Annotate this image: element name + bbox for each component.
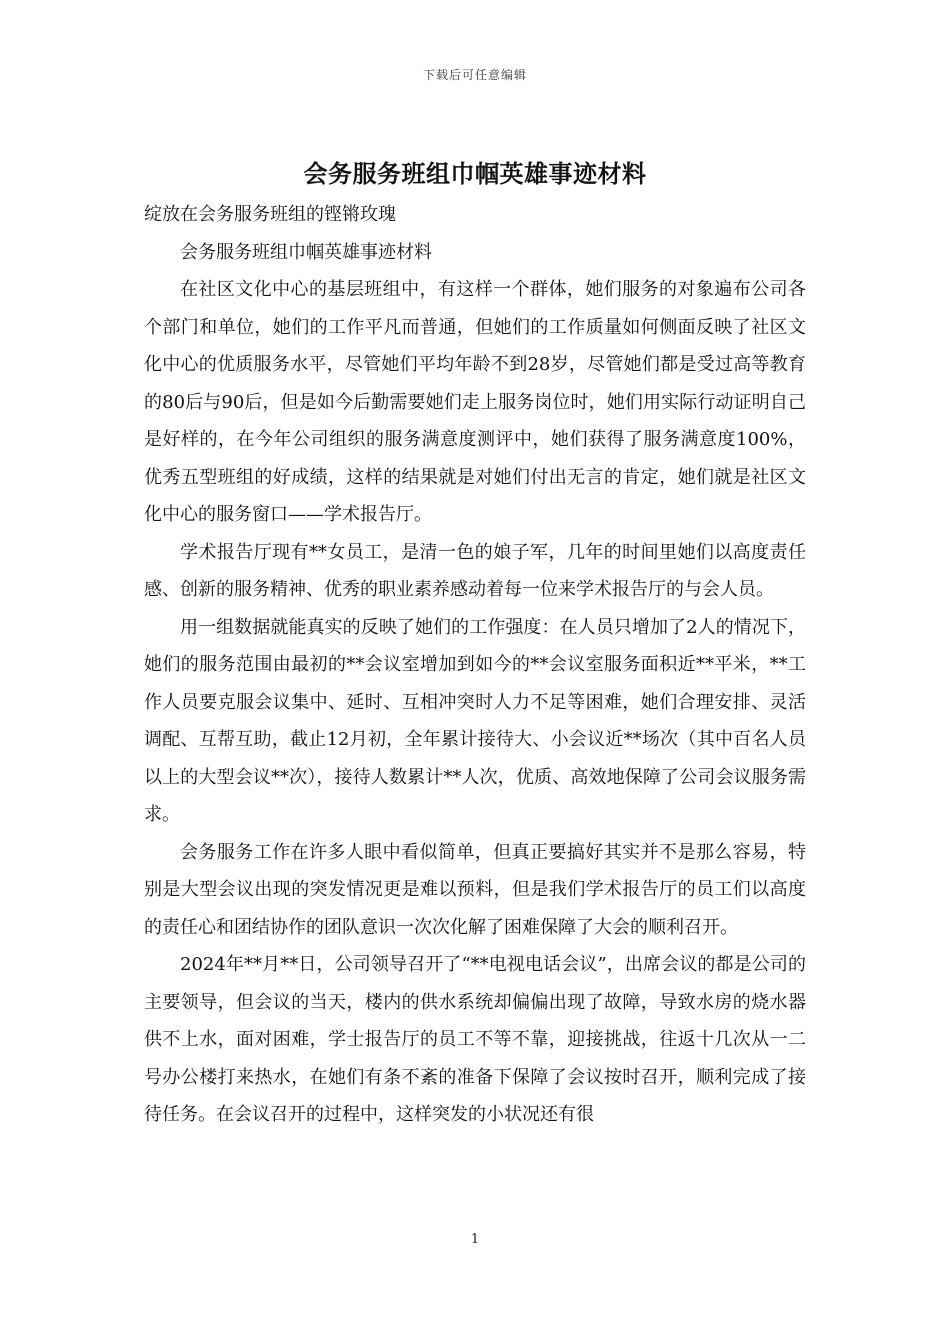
paragraph: 用一组数据就能真实的反映了她们的工作强度：在人员只增加了2人的情况下，她们的服务范围由最初的**会议室增加到如今的**会议室服务面积近**平米，**工作人员要克服会议集中、延时、互相冲突时人力不足等困难，她们合理安排、灵活调配、互帮互助，截止12月初，全年累计接待大、小会议近**场次（其中百名人员以上的大型会议**次），接待人数累计**人次，优质、高效地保障了公司会议服务需求。	[144, 616, 806, 825]
paragraph: 会务服务班组巾帼英雄事迹材料	[180, 241, 432, 263]
paragraph: 会务服务工作在许多人眼中看似简单，但真正要搞好其实并不是那么容易，特别是大型会议出现的突发情况更是难以预料，但是我们学术报告厅的员工们以高度的责任心和团结协作的团队意识一次次化解了困难保障了大会的顺利召开。	[144, 841, 806, 938]
document-body	[144, 196, 806, 1134]
paragraph: 2024年**月**日，公司领导召开了“**电视电话会议”，出席会议的都是公司的主要领导，但会议的当天，楼内的供水系统却偏偏出现了故障，导致水房的烧水器供不上水，面对困难，学士报告厅的员工不等不靠，迎接挑战，往返十几次从一二号办公楼打来热水，在她们有条不紊的准备下保障了会议按时召开，顺利完成了接待任务。在会议召开的过程中，这样突发的小状况还有很	[144, 954, 806, 1125]
document-title: 会务服务班组巾帼英雄事迹材料	[303, 159, 647, 188]
paragraph: 学术报告厅现有**女员工，是清一色的娘子军，几年的时间里她们以高度责任感、创新的服务精神、优秀的职业素养感动着每一位来学术报告厅的与会人员。	[144, 541, 806, 600]
document-subtitle: 绽放在会务服务班组的铿锵玫瑰	[144, 204, 396, 225]
paragraph: 在社区文化中心的基层班组中，有这样一个群体，她们服务的对象遍布公司各个部门和单位，她们的工作平凡而普通，但她们的工作质量如何侧面反映了社区文化中心的优质服务水平，尽管她们平均年龄不到28岁，尽管她们都是受过高等教育的80后与90后，但是如今后勤需要她们走上服务岗位时，她们用实际行动证明自己是好样的，在今年公司组织的服务满意度测评中，她们获得了服务满意度100%，优秀五型班组的好成绩，这样的结果就是对她们付出无言的肯定，她们就是社区文化中心的服务窗口——学术报告厅。	[144, 279, 806, 525]
header-note: 下载后可任意编辑	[422, 68, 527, 82]
page-number: 1	[470, 1232, 480, 1247]
